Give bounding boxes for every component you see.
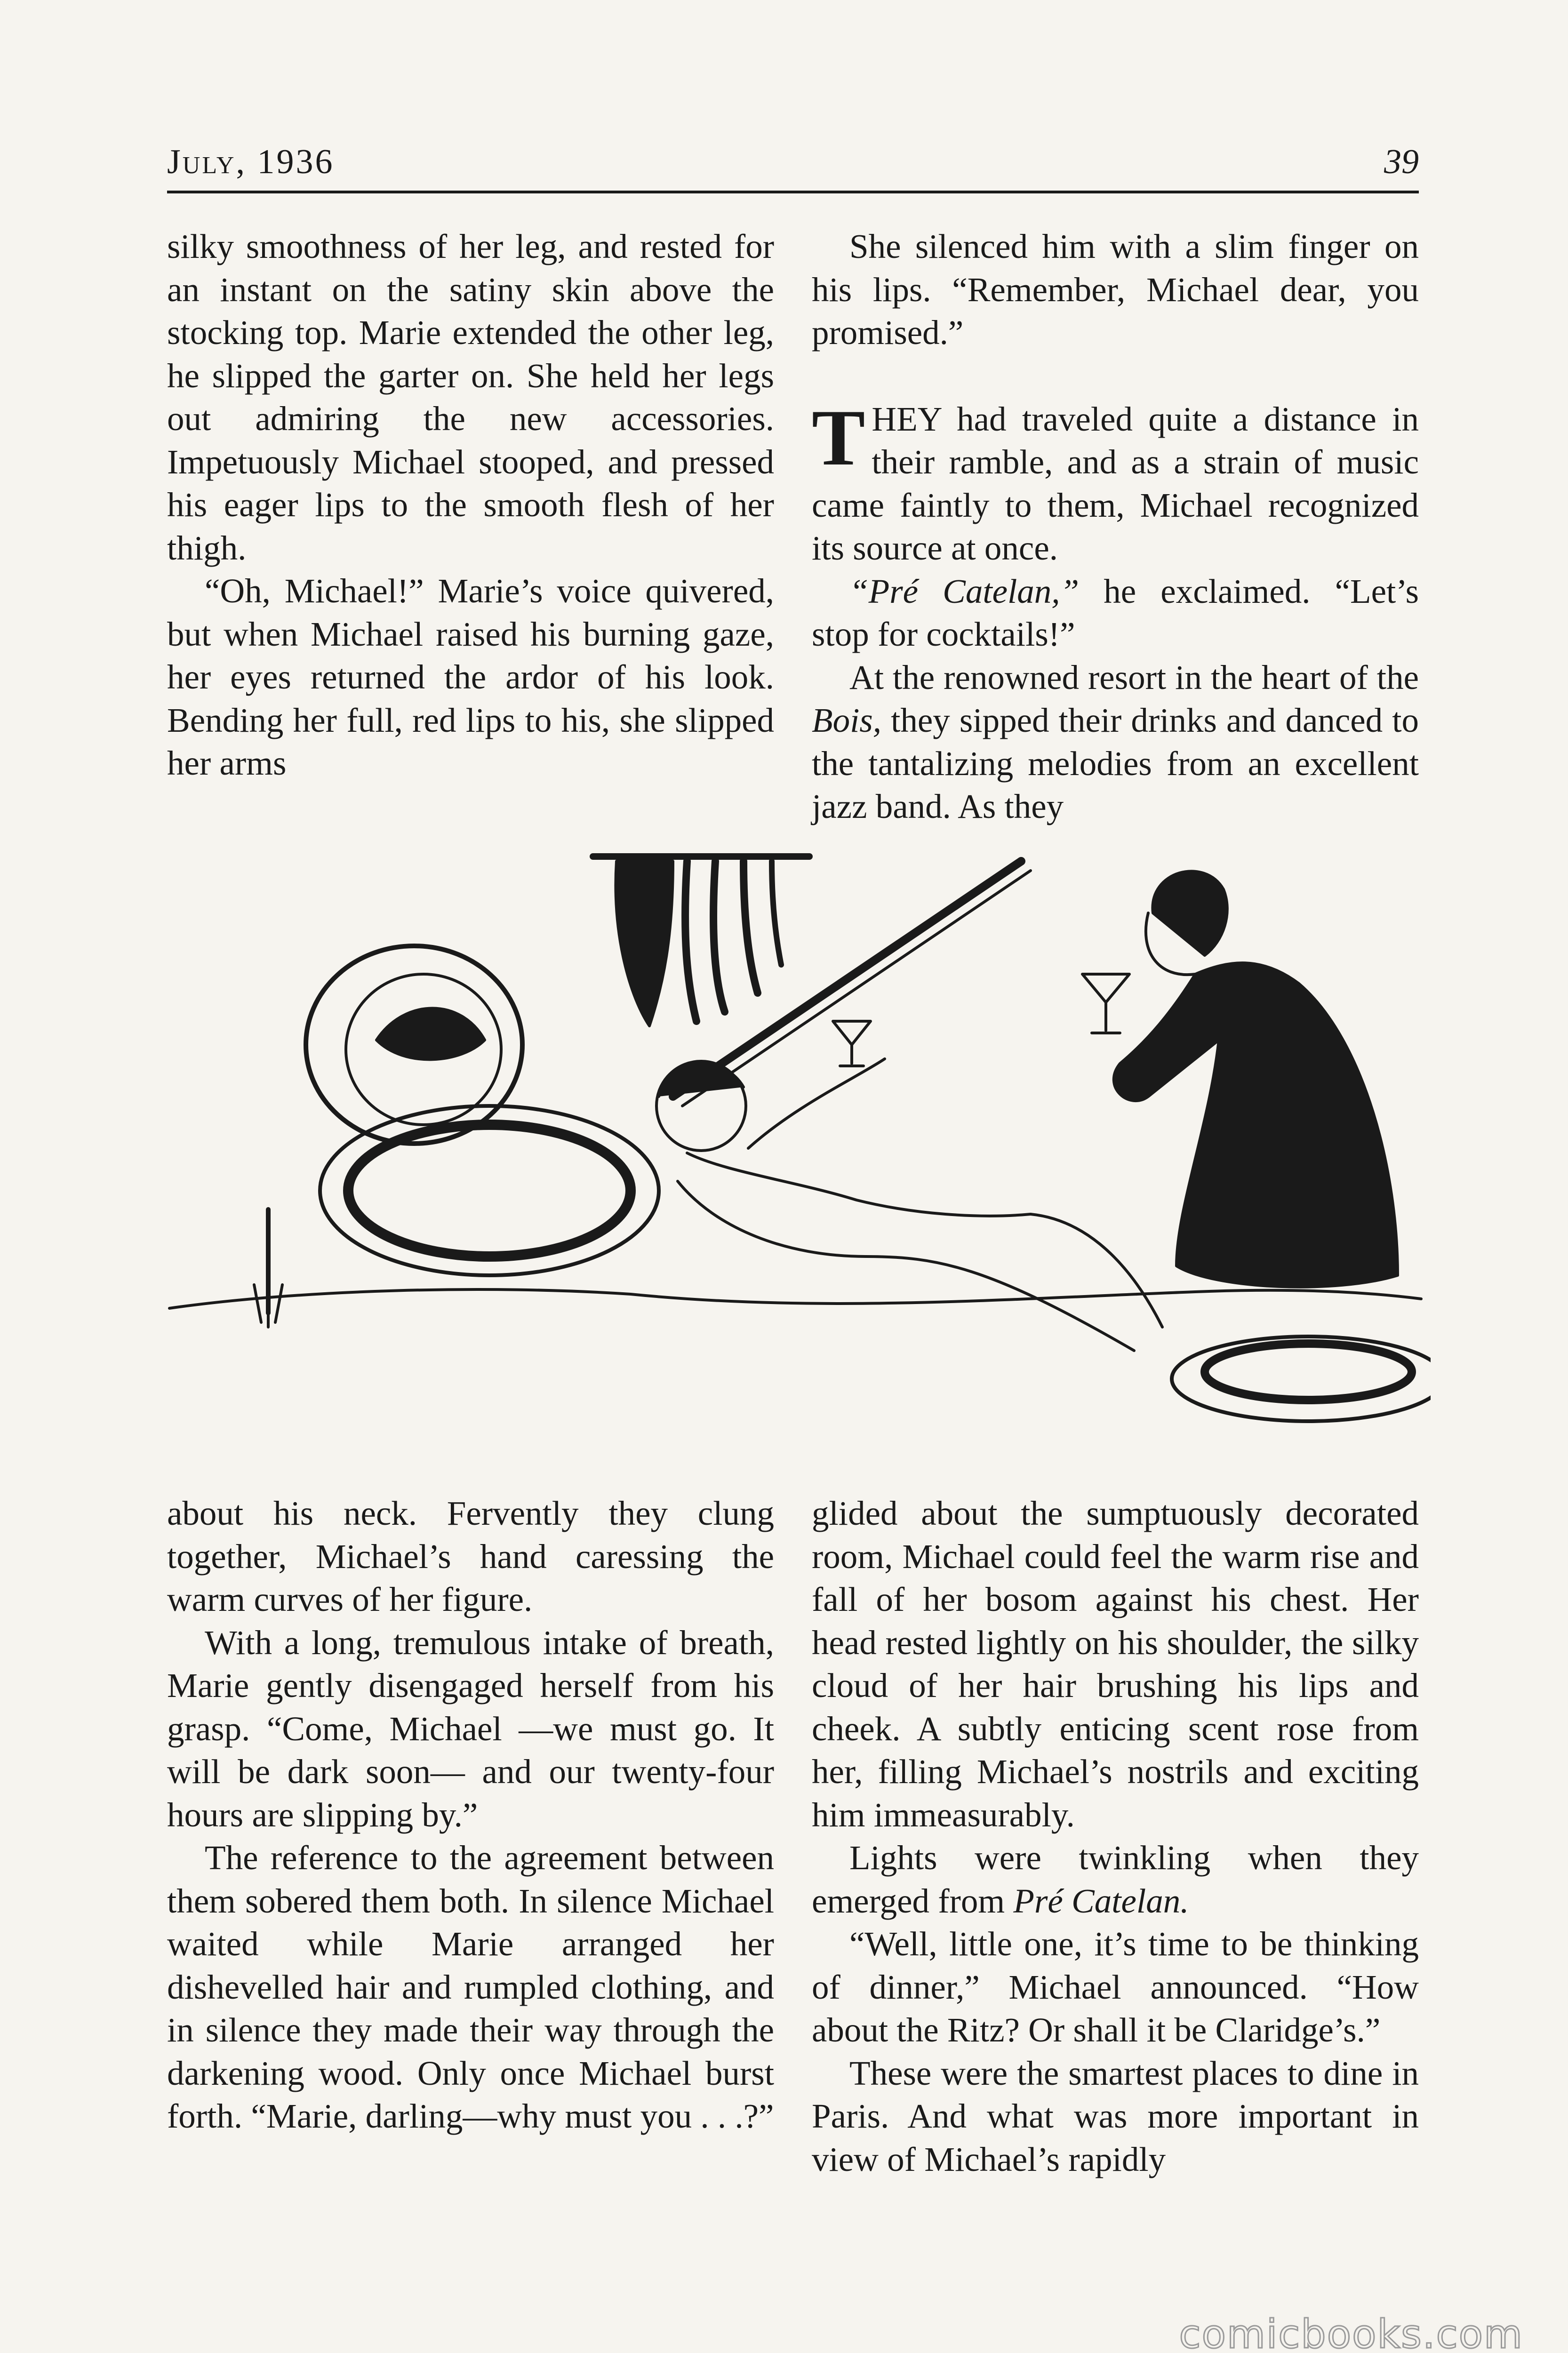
curtain [616,861,673,1026]
martini-glass [1082,974,1129,1033]
issue-date: July, 1936 [167,143,335,181]
paragraph: “Oh, Michael!” Marie’s voice quivered, but when Michael raised his burning gaze, her eyes returned the ardor of his look. Bending her full, red lips to his, she slipped her arms [167,572,774,782]
martini-glass [833,1021,871,1066]
paragraph: silky smoothness of her leg, and rested for an instant on the satiny skin above the stocking top. Marie extended the other leg, he slipped the garter on. She held her legs out admiring the new accessories. Impetuously Michael stooped, and pressed his eager lips to the smooth flesh of her thigh. [167,227,774,567]
paragraph: The reference to the agreement between them sobered them both. In silence Michael waited while Marie arranged her dishevelled hair and rumpled clothing, and in silence they made their way through the darkening wood. Only once Michael burst forth. “Marie, darling—why must you . . .?” [167,1839,774,2135]
woman-arm [748,1059,885,1148]
paragraph [812,570,1419,656]
window-frame [673,861,1021,1096]
paragraph-text: they sipped their drinks and danced to the tantalizing melodies from an excellent jazz band. As they [812,701,1419,825]
illustration [160,842,1431,1487]
paragraph: These were the smartest places to dine in Paris. And what was more important in view of Michael’s rapidly [812,2054,1419,2178]
paragraph-text: At the renowned resort in the heart of the [849,658,1419,696]
paragraph: about his neck. Fervently they clung together, Michael’s hand caressing the warm curves of her figure. [167,1494,774,1618]
paragraph: glided about the sumptuously decorated room, Michael could feel the warm rise and fall of her bosom against his chest. Her head rested lightly on his shoulder, the silky cloud of her hair brushing his lips and cheek. A subtly enticing scent rose from her, filling Michael’s nostrils and exciting him immeasurably. [812,1494,1419,1834]
page-number: 39 [1384,143,1419,181]
paragraph-text: Lights were twinkling when they emerged from [812,1839,1419,1920]
cushion [320,1106,659,1275]
man-hair [1152,871,1227,955]
woman-body [687,1153,1031,1216]
text-column-top-right [812,225,1419,828]
paragraph-text: HEY had traveled quite a distance in their ramble, and as a strain of music came faintly to them, Michael recognized its source at once. [812,400,1419,567]
italic-place-name: Pré Catelan. [1013,1881,1189,1920]
floor-line [169,1289,1421,1308]
paragraph-text: he exclaimed. “Let’s stop for cocktails!” [812,572,1419,653]
drop-cap: T [812,393,865,482]
man-body [1114,963,1398,1287]
text-column-bottom-right [812,1492,1419,2181]
running-header [167,144,1419,193]
italic-place-name: Bois, [812,701,882,739]
italic-place-name: “Pré Catelan,” [849,572,1080,610]
paragraph-dropcap [812,393,1419,570]
paragraph: “Well, little one, it’s time to be thinking of dinner,” Michael announced. “How about the Ritz? Or shall it be Claridge’s.” [812,1925,1419,2049]
paragraph [812,656,1419,828]
paragraph [812,1836,1419,1922]
paragraph: She silenced him with a slim finger on his lips. “Remember, Michael dear, you promised.” [812,227,1419,352]
couple-illustration [160,842,1431,1487]
paragraph: With a long, tremulous intake of breath, Marie gently disengaged herself from his grasp. “Come, Michael —we must go. It will be dark soon— and our twenty-four hours are slipping by.” [167,1623,774,1834]
text-column-top-left [167,225,774,785]
watermark: comicbooks.com [1179,2311,1523,2353]
text-column-bottom-left [167,1492,774,2138]
